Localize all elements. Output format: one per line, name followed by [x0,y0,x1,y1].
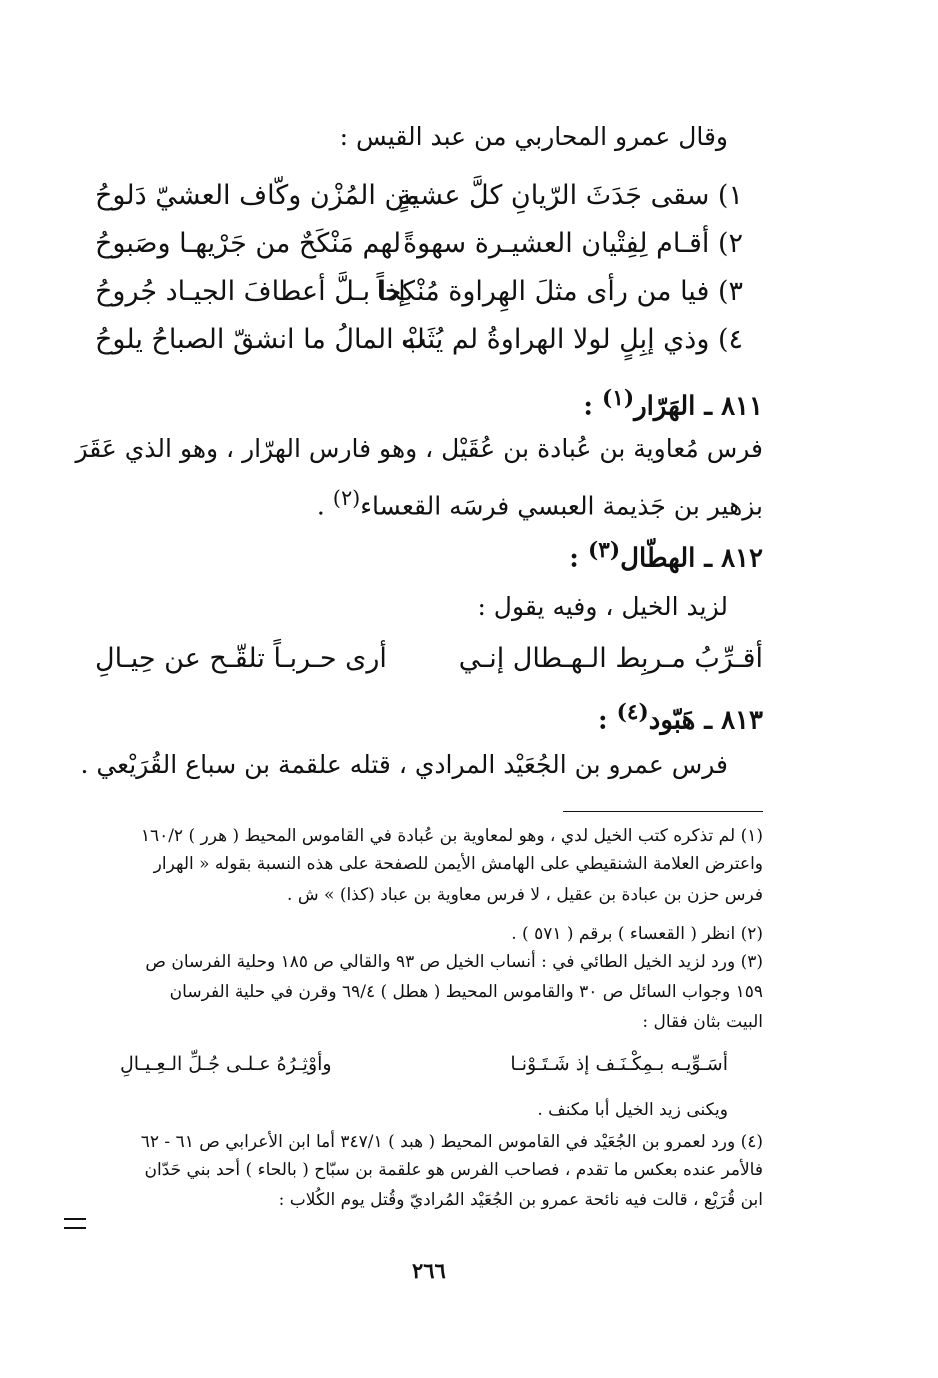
footnote-1-line-1: (١) لم تذكره كتب الخيل لدي ، وهو لمعاوية بن عُبادة في القاموس المحيط ( هرر ) ١٦٠/٢ [140,826,763,846]
footnote-3-verse-second-hemistich: وأوْثِـرُهُ عـلـى جُـلِّ الـعِـيـالِ [120,1053,332,1075]
footnote-3-line-3: البيت بثان فقال : [642,1012,763,1032]
footnote-3-verse-first-hemistich: أسَـوِّيـه بـمِكْـنَـف إذ شَـتَـوْنـا [510,1053,728,1075]
footnote-ref-2: (٢) [332,486,361,510]
poem-verse-1-first-hemistich: ١) سقى جَدَثَ الرّيانِ كلَّ عشيةٍ [397,180,743,211]
poem-verse-3-second-hemistich: إذا بـلَّ أعطافَ الجيـاد جُروحُ [95,276,406,307]
entry-811-text-line-2 [317,486,763,520]
footnote-ref-4: (٤) [616,700,649,725]
poem-verse-3-first-hemistich: ٣) فيا من رأى مثلَ الهِراوة مُنْكِحاً [376,276,743,307]
footnote-separator [563,811,763,812]
entry-811-line-2-end: . [316,491,333,521]
page-number: ٢٦٦ [412,1258,446,1283]
entry-812-verse-first-hemistich: أقـرِّبُ مـربِط الـهـطال إنـي [458,643,763,674]
entry-813-text: فرس عمرو بن الجُعَيْد المرادي ، قتله علقمة بن سباع القُرَيْعي . [80,750,728,779]
entry-812-heading [569,538,763,574]
poem-verse-2-second-hemistich: لهم مَنْكَحٌ من جَرْيهـا وصَبوحُ [95,228,402,259]
margin-equals-mark [64,1218,86,1229]
entry-811-heading [583,386,763,422]
entry-811-title: ٨١١ ـ الهَرّار [634,391,763,422]
entry-812-colon: : [569,543,588,574]
footnote-1-line-3: فرس حزن بن عبادة بن عقيل ، لا فرس معاوية بن عباد (كذا) » ش . [287,885,763,905]
poem-verse-2-first-hemistich: ٢) أقـام لِفِتْيان العشيـرة سهوةً [403,228,743,259]
entry-811-colon: : [583,391,602,422]
footnote-ref-1: (١) [601,386,635,411]
entry-812-title: ٨١٢ ـ الهطّال [620,543,763,574]
footnote-4-line-2: فالأمر عنده بعكس ما تقدم ، فصاحب الفرس هو علقمة بن سبّاح ( بالحاء ) أحد بني حَدّان [144,1160,763,1180]
footnote-3-line-1: (٣) ورد لزيد الخيل الطائي في : أنساب الخيل ص ٩٣ والقالي ص ١٨٥ وحلية الفرسان ص [145,952,763,972]
poem-verse-1-second-hemistich: من المُزْن وكّاف العشيّ دَلوحُ [95,180,420,211]
entry-813-title: ٨١٣ ـ هَبّود [648,705,763,736]
entry-811-line-2-text: بزهير بن جَذيمة العبسي فرسَه القعساء [360,491,763,521]
footnote-3-line-2: ١٥٩ وجواب السائل ص ٣٠ والقاموس المحيط ( هطل ) ٦٩/٤ وقرن في حلية الفرسان [169,982,763,1002]
footnote-4-line-1: (٤) ورد لعمرو بن الجُعَيْد في القاموس المحيط ( هبد ) ٣٤٧/١ أما ابن الأعرابي ص ٦١ - ٦٢ [140,1132,763,1152]
footnote-3-end: ويكنى زيد الخيل أبا مكنف . [537,1100,728,1120]
entry-813-heading [598,700,763,736]
entry-812-verse-second-hemistich: أرى حـربـاً تلقّـح عن حِيـالِ [95,643,387,674]
footnote-ref-3: (٣) [587,538,621,563]
footnote-2: (٢) انظر ( القعساء ) برقم ( ٥٧١ ) . [511,924,763,944]
entry-813-colon: : [598,705,617,736]
entry-811-text-line-1: فرس مُعاوية بن عُبادة بن عُقَيْل ، وهو فارس الهرّار ، وهو الذي عَقَرَ [75,434,763,463]
poem-verse-4-first-hemistich: ٤) وذي إبِلٍ لولا الهراوةُ لم يُثَبْ [401,324,743,355]
footnote-1-line-2: واعترض العلامة الشنقيطي على الهامش الأيمن للصفحة على هذه النسبة بقوله « الهرار [153,854,763,874]
entry-812-text: لزيد الخيل ، وفيه يقول : [477,592,728,621]
footnote-4-line-3: ابن قُرَيْع ، قالت فيه نائحة عمرو بن الجُعَيْد المُراديّ وقُتل يوم الكُلاب : [278,1190,763,1210]
intro-line: وقال عمرو المحاربي من عبد القيس : [339,122,728,151]
poem-verse-4-second-hemistich: له المالُ ما انشقّ الصباحُ يلوحُ [95,324,425,355]
